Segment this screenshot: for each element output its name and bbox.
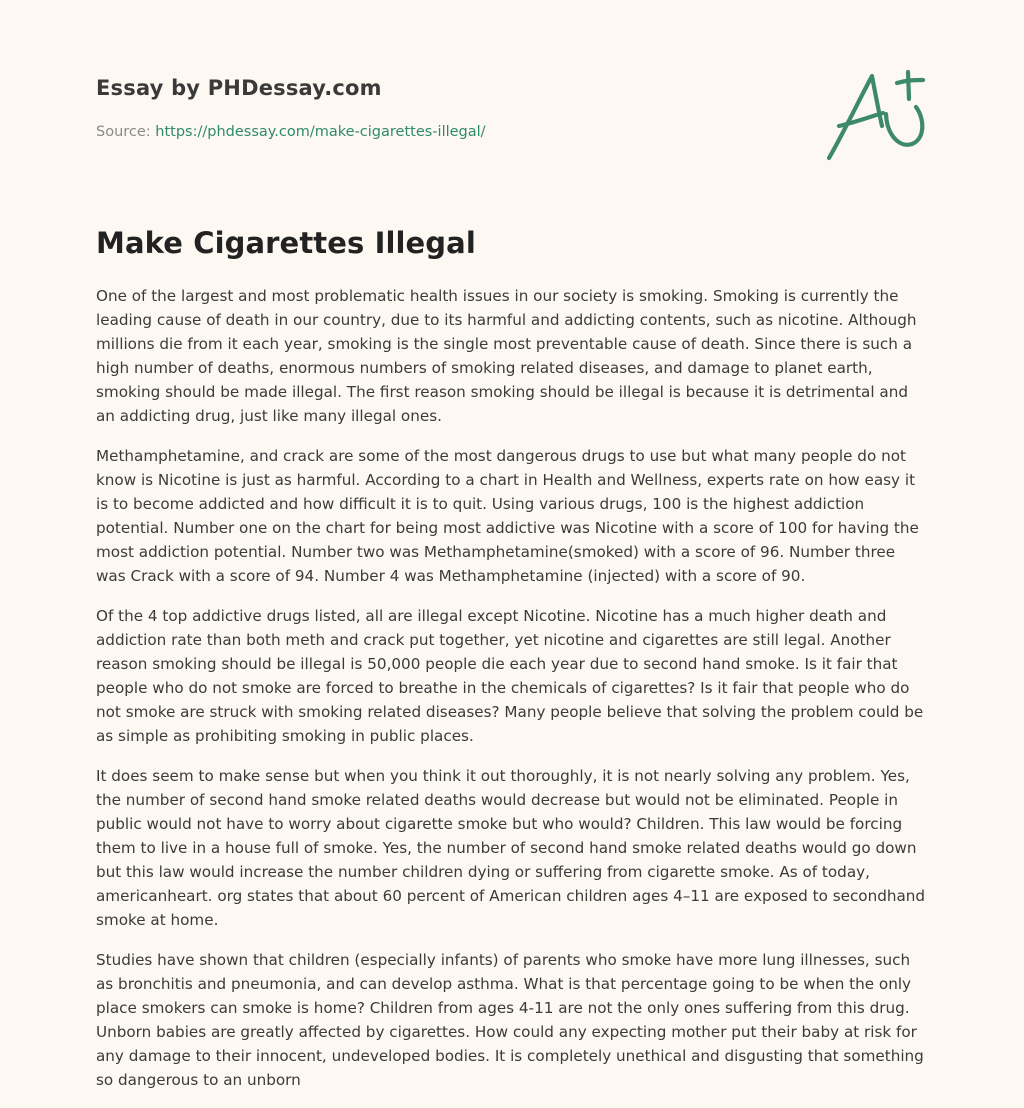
- a-plus-logo-icon: [822, 64, 932, 168]
- essay-paragraph: One of the largest and most problematic health issues in our society is smoking. Smoking is currently the leading cause of death in our country, due to its harmful and addicting contents, such as nicotine. Although millions die from it each year, smoking is the single most preventable cause of death. Since there is such a high number of deaths, enormous numbers of smoking related diseases, and damage to planet earth, smoking should be made illegal. The first reason smoking should be illegal is because it is detrimental and an addicting drug, just like many illegal ones.: [96, 287, 917, 425]
- essay-paragraph: Studies have shown that children (especially infants) of parents who smoke have more lung illnesses, such as bronchitis and pneumonia, and can develop asthma. What is that percentage going to be when the only place smokers can smoke is home? Children from ages 4-11 are not the only ones suffering from this drug. Unborn babies are greatly affected by cigarettes. How could any expecting mother put their baby at risk for any damage to their innocent, undeveloped bodies. It is completely unethical and disgusting that something so dangerous to an unborn: [96, 951, 924, 1089]
- essay-paragraph: It does seem to make sense but when you think it out thoroughly, it is not nearly solving any problem. Yes, the number of second hand smoke related deaths would decrease but would not be eliminated. People in public would not have to worry about cigarette smoke but who would? Children. This law would be forcing them to live in a house full of smoke. Yes, the number of second hand smoke related deaths would go down but this law would increase the number children dying or suffering from cigarette smoke. As of today, americanheart. org states that about 60 percent of American children ages 4–11 are exposed to secondhand smoke at home.: [96, 767, 926, 929]
- source-link[interactable]: https://phdessay.com/make-cigarettes-illegal/: [155, 124, 486, 140]
- essay-body: [96, 284, 928, 1108]
- essay-paragraph: Of the 4 top addictive drugs listed, all are illegal except Nicotine. Nicotine has a much higher death and addiction rate than both meth and crack put together, yet nicotine and cigarettes are still legal. Another reason smoking should be illegal is 50,000 people die each year due to second hand smoke. Is it fair that people who do not smoke are forced to breathe in the chemicals of cigarettes? Is it fair that people who do not smoke are struck with smoking related diseases? Many people believe that solving the problem could be as simple as prohibiting smoking in public places.: [96, 607, 924, 745]
- brand-title: Essay by PHDessay.com: [96, 76, 382, 100]
- essay-paragraph: Methamphetamine, and crack are some of the most dangerous drugs to use but what many people do not know is Nicotine is just as harmful. According to a chart in Health and Wellness, experts rate on how easy it is to become addicted and how difficult it is to quit. Using various drugs, 100 is the highest addiction potential. Number one on the chart for being most addictive was Nicotine with a score of 100 for having the most addiction potential. Number two was Methamphetamine(smoked) with a score of 96. Number three was Crack with a score of 94. Number 4 was Methamphetamine (injected) with a score of 90.: [96, 447, 919, 585]
- essay-title: Make Cigarettes Illegal: [96, 226, 476, 260]
- source-label: Source:: [96, 124, 156, 140]
- source-line: [96, 124, 486, 140]
